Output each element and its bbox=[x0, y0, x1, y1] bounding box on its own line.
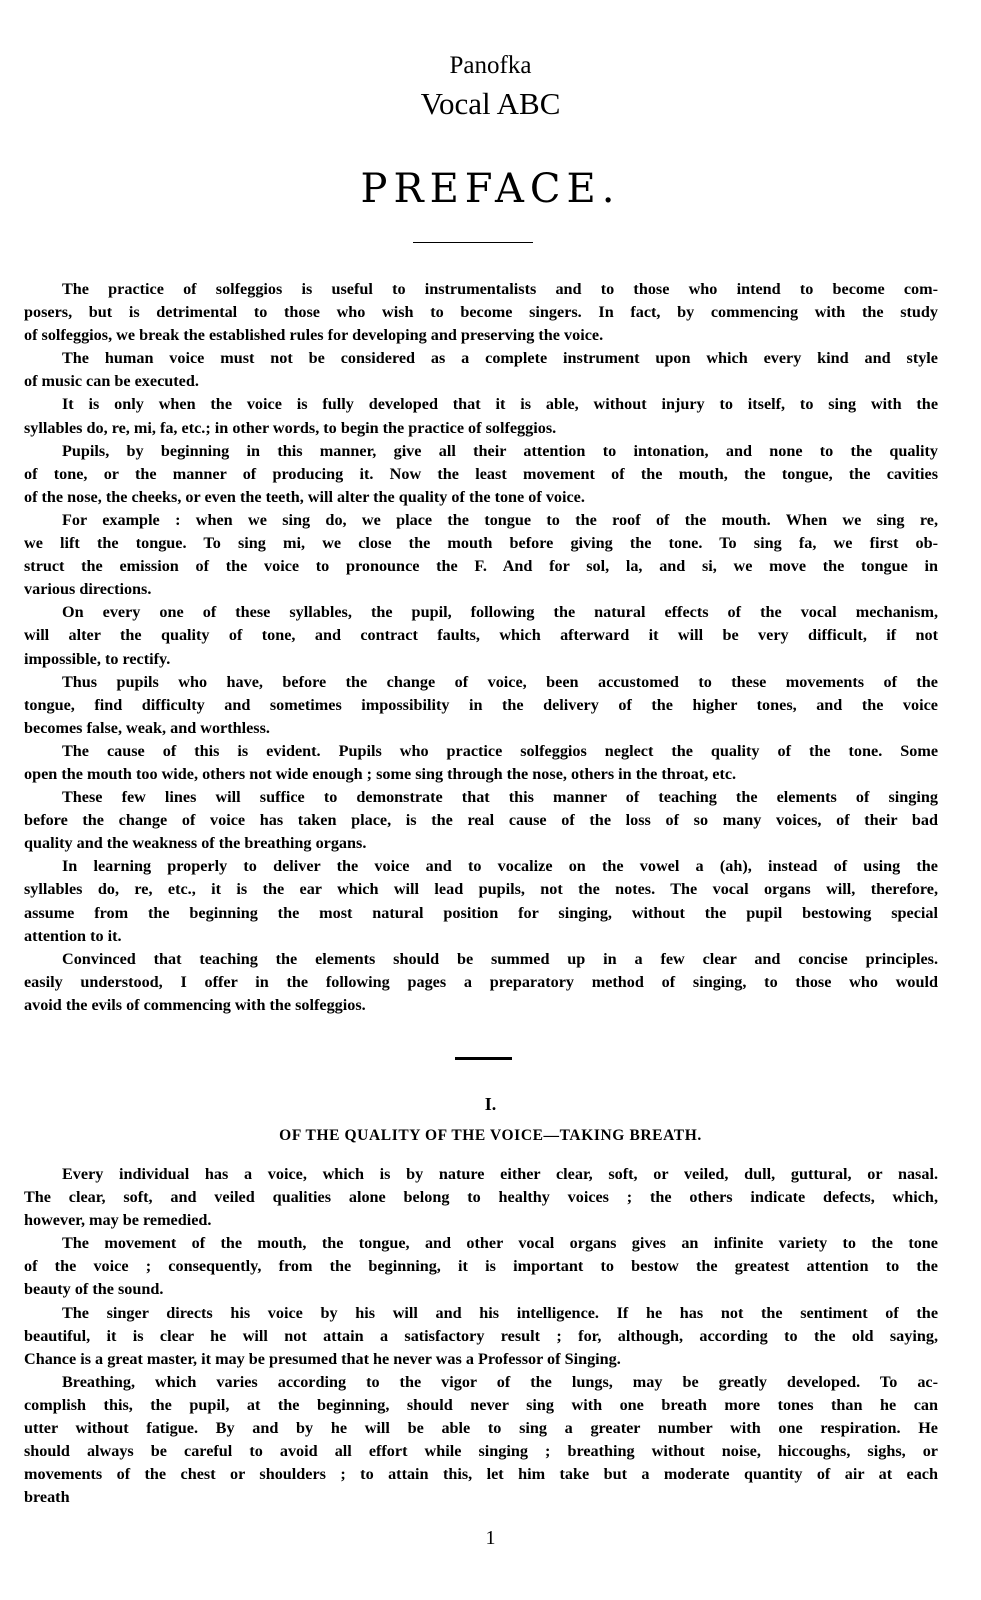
text-line: Convinced that teaching the elements should be summed up in a few clear and concise principles. bbox=[62, 949, 938, 968]
chapter-body bbox=[24, 1163, 938, 1509]
text-line: The movement of the mouth, the tongue, and other vocal organs gives an infinite variety to the tone bbox=[62, 1234, 938, 1253]
text-line: assume from the beginning the most natural position for singing, without the pupil bestowing special bbox=[24, 903, 938, 922]
author-name: Panofka bbox=[449, 52, 532, 79]
text-line: The human voice must not be considered as a complete instrument upon which every kind and style bbox=[62, 349, 938, 368]
text-line: tongue, find difficulty and sometimes impossibility in the delivery of the higher tones, and the voice bbox=[24, 695, 938, 714]
text-line: struct the emission of the voice to pronounce the F. And for sol, la, and si, we move the tongue in bbox=[24, 557, 938, 576]
text-line: It is only when the voice is fully developed that it is able, without injury to itself, to sing with the bbox=[62, 395, 938, 414]
text-line: however, may be remedied. bbox=[24, 1211, 212, 1230]
text-line: various directions. bbox=[24, 580, 152, 599]
text-line: In learning properly to deliver the voice and to vocalize on the vowel a (ah), instead of using the bbox=[62, 857, 938, 876]
text-line: syllables do, re, etc., it is the ear which will lead pupils, not the notes. The vocal organs will, therefore, bbox=[24, 880, 938, 899]
text-line: complish this, the pupil, at the beginning, should never sing with one breath more tones than he can bbox=[24, 1395, 938, 1414]
text-line: impossible, to rectify. bbox=[24, 649, 171, 668]
text-line: The singer directs his voice by his will and his intelligence. If he has not the sentiment of the bbox=[62, 1303, 938, 1322]
text-line: These few lines will suffice to demonstrate that this manner of teaching the elements of singing bbox=[62, 788, 938, 807]
divider-rule bbox=[413, 242, 533, 243]
text-line: The clear, soft, and veiled qualities alone belong to healthy voices ; the others indicate defects, which, bbox=[24, 1188, 938, 1207]
text-line: of the nose, the cheeks, or even the teeth, will alter the quality of the tone of voice. bbox=[24, 487, 585, 506]
text-line: open the mouth too wide, others not wide enough ; some sing through the nose, others in the throat, etc. bbox=[24, 764, 737, 783]
divider-rule bbox=[455, 1057, 512, 1060]
text-line: attention to it. bbox=[24, 926, 122, 945]
text-line: Pupils, by beginning in this manner, give all their attention to intonation, and none to the quality bbox=[62, 441, 938, 460]
chapter-title: OF THE QUALITY OF THE VOICE—TAKING BREATH. bbox=[279, 1127, 702, 1144]
book-title: Vocal ABC bbox=[420, 86, 561, 121]
text-line: Chance is a great master, it may be presumed that he never was a Professor of Singing. bbox=[24, 1349, 621, 1368]
text-line: of music can be executed. bbox=[24, 372, 199, 391]
preface-body bbox=[24, 278, 938, 1017]
text-line: Breathing, which varies according to the vigor of the lungs, may be greatly developed. To ac- bbox=[62, 1372, 938, 1391]
text-line: For example : when we sing do, we place the tongue to the roof of the mouth. When we sing re, bbox=[62, 510, 938, 529]
text-line: before the change of voice has taken place, is the real cause of the loss of so many voices, of their bad bbox=[24, 811, 938, 830]
text-line: of tone, or the manner of producing it. Now the least movement of the mouth, the tongue, the cavities bbox=[24, 464, 938, 483]
text-line: syllables do, re, mi, fa, etc.; in other words, to begin the practice of solfeggios. bbox=[24, 418, 557, 437]
section-heading: PREFACE. bbox=[360, 166, 621, 212]
page-number: 1 bbox=[485, 1527, 496, 1549]
text-line: Thus pupils who have, before the change of voice, been accustomed to these movements of the bbox=[62, 672, 938, 691]
text-line: of solfeggios, we break the established rules for developing and preserving the voice. bbox=[24, 326, 604, 345]
chapter-number: I. bbox=[484, 1094, 497, 1114]
text-line: quality and the weakness of the breathing organs. bbox=[24, 834, 367, 853]
text-line: beautiful, it is clear he will not attain a satisfactory result ; for, although, according to the old saying, bbox=[24, 1326, 938, 1345]
text-line: The practice of solfeggios is useful to instrumentalists and to those who intend to become com- bbox=[62, 280, 938, 298]
text-line: avoid the evils of commencing with the solfeggios. bbox=[24, 995, 366, 1014]
text-line: becomes false, weak, and worthless. bbox=[24, 718, 270, 737]
text-line: breath bbox=[24, 1488, 70, 1507]
text-line: Every individual has a voice, which is by nature either clear, soft, or veiled, dull, guttural, or nasal. bbox=[62, 1165, 938, 1183]
text-line: will alter the quality of tone, and contract faults, which afterward it will be very difficult, if not bbox=[24, 626, 938, 645]
text-line: beauty of the sound. bbox=[24, 1280, 164, 1299]
text-line: posers, but is detrimental to those who wish to become singers. In fact, by commencing with the study bbox=[24, 303, 938, 322]
text-line: of the voice ; consequently, from the beginning, it is important to bestow the greatest attention to the bbox=[24, 1257, 938, 1276]
text-line: we lift the tongue. To sing mi, we close the mouth before giving the tone. To sing fa, we first ob- bbox=[24, 534, 938, 553]
text-line: On every one of these syllables, the pupil, following the natural effects of the vocal mechanism, bbox=[62, 603, 938, 622]
text-line: utter without fatigue. By and by he will be able to sing a greater number with one respiration. He bbox=[24, 1419, 938, 1438]
text-line: The cause of this is evident. Pupils who practice solfeggios neglect the quality of the tone. Some bbox=[62, 741, 938, 760]
text-line: should always be careful to avoid all effort while singing ; breathing without noise, hiccoughs, sighs, or bbox=[24, 1442, 938, 1461]
text-line: easily understood, I offer in the following pages a preparatory method of singing, to those who would bbox=[24, 972, 938, 991]
text-line: movements of the chest or shoulders ; to attain this, let him take but a moderate quantity of air at each bbox=[24, 1465, 938, 1484]
